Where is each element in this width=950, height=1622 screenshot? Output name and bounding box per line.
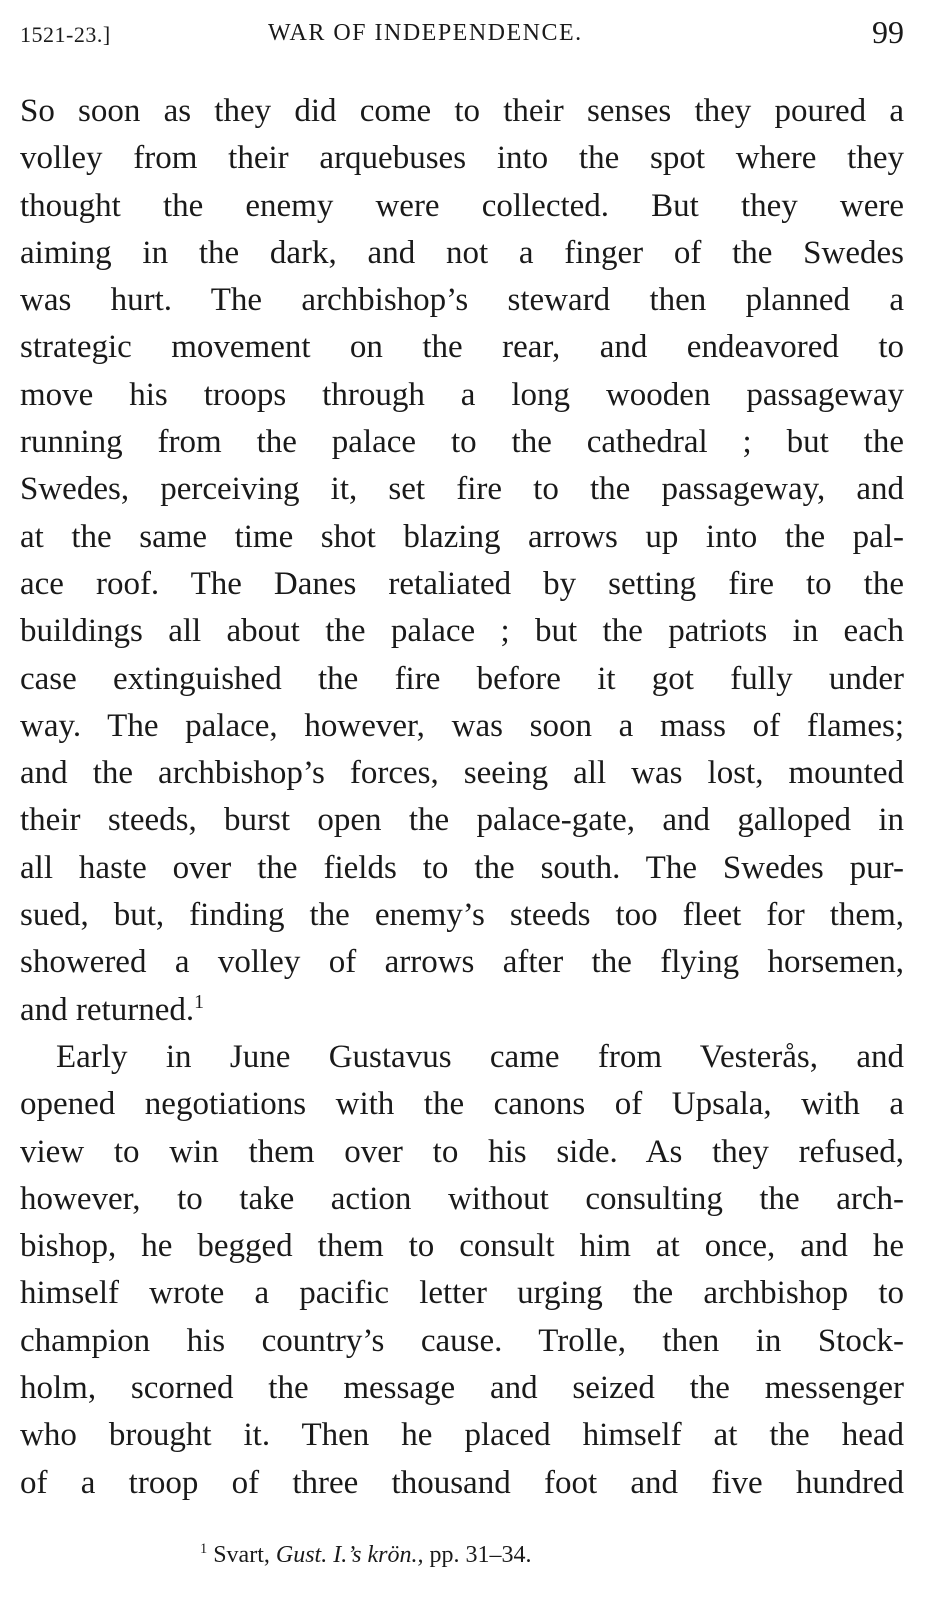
text-line: strategic movement on the rear, and endeavored to: [20, 329, 904, 366]
text-line: champion his country’s cause. Trolle, then in Stock-: [20, 1322, 904, 1359]
text-line: thought the enemy were collected. But they were: [20, 187, 904, 224]
footnote-author: Svart,: [213, 1542, 270, 1568]
text-line: sued, but, finding the enemy’s steeds too fleet for them,: [20, 897, 904, 934]
text-line: and the archbishop’s forces, seeing all was lost, mounted: [20, 755, 904, 792]
text-line: holm, scorned the message and seized the messenger: [20, 1370, 904, 1407]
text-line: buildings all about the palace ; but the patriots in each: [20, 613, 904, 650]
text-line: move his troops through a long wooden passageway: [20, 376, 904, 413]
text-line: view to win them over to his side. As they refused,: [20, 1133, 904, 1170]
text-line: way. The palace, however, was soon a mass of flames;: [20, 707, 904, 744]
text-line: who brought it. Then he placed himself at the head: [20, 1417, 904, 1454]
text-line: however, to take action without consulting the arch-: [20, 1180, 904, 1217]
text-line: showered a volley of arrows after the flying horsemen,: [20, 944, 904, 981]
footnote-work: Gust. I.’s krön.,: [275, 1542, 424, 1568]
text-line: So soon as they did come to their senses they poured a: [20, 93, 904, 129]
text-line: was hurt. The archbishop’s steward then planned a: [20, 282, 904, 319]
last-line-text: and returned.: [20, 991, 195, 1028]
running-head: [20, 14, 904, 58]
text-line: himself wrote a pacific letter urging the archbishop to: [20, 1275, 904, 1312]
paragraph: [20, 1034, 904, 1507]
body-text: [20, 88, 904, 1507]
text-line: aiming in the dark, and not a finger of the Swedes: [20, 234, 904, 271]
chapter-title: WAR OF INDEPENDENCE.: [268, 20, 583, 46]
footnote-pages: pp. 31–34.: [429, 1542, 532, 1568]
footnote-marker: 1: [200, 1541, 208, 1557]
paragraph: [20, 88, 904, 1034]
date-range: 1521-23.]: [20, 22, 111, 47]
text-line: volley from their arquebuses into the spot where they: [20, 140, 904, 177]
text-line: ace roof. The Danes retaliated by setting fire to the: [20, 565, 904, 602]
text-line: [20, 987, 904, 1034]
text-line: all haste over the fields to the south. The Swedes pur-: [20, 849, 904, 886]
page-number: 99: [872, 14, 904, 50]
text-line: opened negotiations with the canons of Upsala, with a: [20, 1086, 904, 1123]
text-line: their steeds, burst open the palace-gate, and galloped in: [20, 802, 904, 839]
footnote-reference: 1: [194, 990, 204, 1013]
text-line: running from the palace to the cathedral ; but the: [20, 424, 904, 461]
text-line: Swedes, perceiving it, set fire to the passageway, and: [20, 471, 904, 508]
text-line: bishop, he begged them to consult him at once, and he: [20, 1228, 904, 1265]
text-line: Early in June Gustavus came from Vesterås, and: [56, 1038, 904, 1075]
text-line: at the same time shot blazing arrows up into the pal-: [20, 518, 904, 555]
text-line: of a troop of three thousand foot and five hundred: [20, 1464, 904, 1501]
footnote: [200, 1542, 531, 1569]
text-line: case extinguished the fire before it got fully under: [20, 660, 904, 697]
